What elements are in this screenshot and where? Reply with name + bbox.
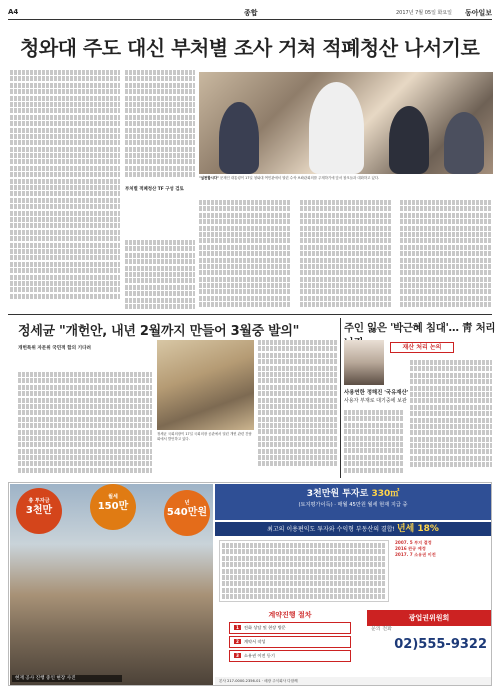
text-line xyxy=(199,289,291,294)
issue-date: 2017년 7월 05일 화요일 xyxy=(395,10,452,16)
text-line xyxy=(125,272,195,277)
story3-tag: 재산 처리 논의 xyxy=(390,342,454,353)
text-line xyxy=(258,366,338,371)
text-line xyxy=(400,264,492,269)
ad-title-b: 330㎡ xyxy=(371,489,400,499)
text-line xyxy=(344,461,404,466)
text-line xyxy=(10,198,120,203)
text-line xyxy=(10,102,120,107)
text-line xyxy=(199,251,291,256)
text-line xyxy=(300,270,392,275)
text-line xyxy=(199,296,291,301)
contract-steps xyxy=(215,610,365,680)
text-line xyxy=(410,373,492,378)
text-line xyxy=(400,302,492,307)
text-line xyxy=(222,543,386,548)
portrait-photo xyxy=(344,340,384,385)
contact-phone[interactable]: 02)555-9322 xyxy=(394,637,487,652)
text-line xyxy=(10,262,120,267)
text-line xyxy=(300,206,392,211)
text-line xyxy=(300,296,392,301)
text-line xyxy=(10,249,120,254)
step-item xyxy=(229,650,351,662)
text-line xyxy=(258,372,338,377)
ad-photo-caption: 현재 공사 진행 중인 현장 사진 xyxy=(12,675,122,682)
text-line xyxy=(18,442,152,447)
text-line xyxy=(258,346,338,351)
text-line xyxy=(125,102,195,107)
text-line xyxy=(10,255,120,260)
text-line xyxy=(10,83,120,88)
text-line xyxy=(125,240,195,245)
text-line xyxy=(222,588,386,593)
text-line xyxy=(258,423,338,428)
text-line xyxy=(410,379,492,384)
text-line xyxy=(400,245,492,250)
step-number: 3 xyxy=(236,653,239,658)
text-line xyxy=(400,258,492,263)
text-line xyxy=(10,275,120,280)
text-line xyxy=(199,258,291,263)
text-line xyxy=(222,556,386,561)
ad-detail-text xyxy=(219,540,389,602)
text-line xyxy=(199,219,291,224)
text-line xyxy=(222,569,386,574)
story2-body-2 xyxy=(258,340,338,468)
text-line xyxy=(125,76,195,81)
main-headline: 청와대 주도 대신 부처별 조사 거쳐 적폐청산 나서기로 xyxy=(20,36,480,60)
text-line xyxy=(258,353,338,358)
text-line xyxy=(400,219,492,224)
text-line xyxy=(258,340,338,345)
photo-caption xyxy=(199,176,493,181)
text-line xyxy=(400,277,492,282)
text-lines xyxy=(10,70,120,299)
text-line xyxy=(125,70,195,75)
ad-circle xyxy=(164,490,210,536)
text-line xyxy=(222,562,386,567)
timeline-item: 2016 완공 예정 xyxy=(395,546,426,551)
text-line xyxy=(10,185,120,190)
text-line xyxy=(125,128,195,133)
text-line xyxy=(258,398,338,403)
text-line xyxy=(125,108,195,113)
text-line xyxy=(300,226,392,231)
text-line xyxy=(18,398,152,403)
story2-headline: 정세균 "개헌안, 내년 2월까지 만들어 3월중 발의" xyxy=(18,324,300,339)
text-line xyxy=(10,134,120,139)
text-line xyxy=(199,226,291,231)
text-lines xyxy=(199,200,291,307)
text-line xyxy=(410,392,492,397)
text-line xyxy=(18,410,152,415)
text-line xyxy=(258,378,338,383)
person-figure xyxy=(309,82,364,174)
text-lines xyxy=(344,410,404,473)
text-line xyxy=(125,134,195,139)
step-number: 2 xyxy=(236,639,239,644)
step-text: 계약서 작성 xyxy=(243,639,266,644)
text-line xyxy=(410,437,492,442)
text-line xyxy=(10,128,120,133)
text-line xyxy=(258,455,338,460)
text-line xyxy=(222,575,386,580)
assembly-photo xyxy=(157,340,254,430)
text-line xyxy=(18,468,152,473)
ad-subtitle: (토지평가이득) · 매월 45만원 월세 현재 지급 중 xyxy=(298,502,408,508)
ad-bar-highlight: 년세 18% xyxy=(396,524,439,534)
text-line xyxy=(18,385,152,390)
section-divider xyxy=(8,314,492,315)
text-line xyxy=(18,404,152,409)
text-line xyxy=(410,360,492,365)
text-line xyxy=(125,140,195,145)
text-line xyxy=(18,436,152,441)
text-line xyxy=(300,251,392,256)
text-line xyxy=(10,153,120,158)
story2-caption: 정세균 국회의장이 17일 국회의장 공관에서 열린 개헌 관련 간담회에서 발언하고 있다. xyxy=(157,432,252,441)
text-line xyxy=(410,430,492,435)
text-line xyxy=(18,391,152,396)
step-text: 소유권 이전 등기 xyxy=(243,653,275,658)
step-text: 전화 상담 및 현장 방문 xyxy=(243,625,286,630)
text-line xyxy=(199,277,291,282)
meeting-photo xyxy=(199,72,493,174)
text-lines xyxy=(300,200,392,307)
text-line xyxy=(18,378,152,383)
text-line xyxy=(344,423,404,428)
ad-construction-photo xyxy=(10,484,213,685)
step-item xyxy=(229,636,351,648)
text-line xyxy=(410,418,492,423)
page-header xyxy=(8,6,492,20)
text-line xyxy=(199,200,291,205)
text-line xyxy=(125,285,195,290)
text-lines xyxy=(125,240,195,309)
ad-circle xyxy=(16,488,62,534)
text-line xyxy=(400,232,492,237)
text-line xyxy=(300,238,392,243)
text-line xyxy=(258,429,338,434)
text-line xyxy=(410,443,492,448)
ad-top-banner xyxy=(215,484,491,520)
text-line xyxy=(10,76,120,81)
text-line xyxy=(199,302,291,307)
steps-title: 계약진행 절차 xyxy=(268,611,312,619)
text-line xyxy=(125,291,195,296)
timeline-item: 2007. 5 부지 결정 xyxy=(395,540,432,545)
text-line xyxy=(10,166,120,171)
text-line xyxy=(10,147,120,152)
text-line xyxy=(125,259,195,264)
text-line xyxy=(10,223,120,228)
text-lines xyxy=(222,543,386,599)
article-column-2 xyxy=(125,70,195,179)
text-line xyxy=(125,147,195,152)
contact-box xyxy=(367,610,491,680)
ad-circle xyxy=(90,484,136,530)
text-line xyxy=(300,232,392,237)
text-line xyxy=(410,424,492,429)
text-lines xyxy=(125,70,195,177)
ad-info-panel xyxy=(215,484,491,685)
text-line xyxy=(10,287,120,292)
text-line xyxy=(18,372,152,377)
text-line xyxy=(400,283,492,288)
text-line xyxy=(10,204,120,209)
text-line xyxy=(10,230,120,235)
ad-bar-text: 최고의 이용편익도 투자와 수익형 부동산의 결합! xyxy=(267,526,395,533)
person-figure xyxy=(389,106,429,174)
article-column-2b xyxy=(125,240,195,310)
text-line xyxy=(344,416,404,421)
story2-lead: 개헌특위 자문위 국민적 합의 기다려 xyxy=(18,346,91,351)
text-line xyxy=(18,417,152,422)
text-line xyxy=(10,294,120,299)
text-line xyxy=(10,179,120,184)
text-line xyxy=(258,385,338,390)
text-line xyxy=(222,549,386,554)
text-line xyxy=(125,166,195,171)
text-line xyxy=(300,289,392,294)
text-line xyxy=(10,96,120,101)
text-line xyxy=(258,404,338,409)
text-line xyxy=(410,398,492,403)
text-line xyxy=(410,405,492,410)
text-line xyxy=(199,270,291,275)
text-line xyxy=(300,219,392,224)
story3-body-2 xyxy=(410,360,492,469)
contact-label: 문의 전화 xyxy=(371,626,392,632)
text-line xyxy=(258,391,338,396)
text-line xyxy=(400,238,492,243)
circle-label: 월세 xyxy=(108,494,118,500)
brand-name: 동아일보 xyxy=(464,9,492,17)
person-figure xyxy=(444,112,484,174)
text-line xyxy=(258,461,338,466)
circle-value: 540만원 xyxy=(166,506,208,518)
text-line xyxy=(10,159,120,164)
contact-title: 광업권위원회 xyxy=(367,610,491,626)
step-number: 1 xyxy=(236,625,239,630)
text-line xyxy=(258,449,338,454)
text-line xyxy=(10,211,120,216)
ad-title xyxy=(215,484,491,501)
text-line xyxy=(300,213,392,218)
text-line xyxy=(258,359,338,364)
person-figure xyxy=(219,102,259,174)
text-line xyxy=(18,455,152,460)
text-line xyxy=(199,283,291,288)
text-line xyxy=(125,153,195,158)
text-line xyxy=(125,246,195,251)
text-line xyxy=(344,455,404,460)
text-line xyxy=(10,281,120,286)
text-line xyxy=(344,410,404,415)
text-line xyxy=(400,289,492,294)
article-column-5 xyxy=(400,200,492,309)
text-line xyxy=(199,232,291,237)
text-line xyxy=(258,410,338,415)
story3-headline: 주인 잃은 '박근혜 침대'… 靑 처리 xyxy=(344,322,496,334)
text-line xyxy=(300,245,392,250)
ad-footer: 본사 217-0000-2356-01 · 매장 주식회사 다함께 xyxy=(215,677,491,685)
text-line xyxy=(410,449,492,454)
circle-label: 총 투자금 xyxy=(28,498,50,504)
text-line xyxy=(10,172,120,177)
caption-title: "실천합시다" xyxy=(199,176,219,180)
text-line xyxy=(125,253,195,258)
step-item xyxy=(229,622,351,634)
text-line xyxy=(410,386,492,391)
sub-heading: 부처별 적폐청산 TF 구성 검토 xyxy=(125,187,184,192)
text-line xyxy=(10,217,120,222)
story3-lead: 사용연한 정해진 '국유재산' xyxy=(344,390,409,396)
story3-body xyxy=(344,410,404,474)
column-divider xyxy=(340,318,341,478)
text-line xyxy=(18,461,152,466)
text-lines xyxy=(258,340,338,466)
text-line xyxy=(410,456,492,461)
text-line xyxy=(400,270,492,275)
text-line xyxy=(10,70,120,75)
text-line xyxy=(125,89,195,94)
article-column-3 xyxy=(199,200,291,309)
text-line xyxy=(344,448,404,453)
circle-value: 3천만 xyxy=(25,504,53,516)
text-line xyxy=(258,417,338,422)
text-line xyxy=(222,581,386,586)
text-line xyxy=(300,264,392,269)
text-line xyxy=(10,108,120,113)
text-line xyxy=(344,436,404,441)
text-line xyxy=(125,266,195,271)
text-lines xyxy=(410,360,492,467)
ad-title-a: 3천만원 투자로 xyxy=(306,489,369,499)
story3-lead-sub: 사용자 부재로 대기중에 보관 xyxy=(344,398,407,404)
text-line xyxy=(125,83,195,88)
text-lines xyxy=(400,200,492,307)
text-line xyxy=(344,468,404,473)
text-line xyxy=(410,366,492,371)
text-line xyxy=(199,264,291,269)
text-line xyxy=(125,159,195,164)
text-line xyxy=(400,206,492,211)
text-line xyxy=(125,121,195,126)
text-line xyxy=(18,449,152,454)
text-line xyxy=(18,423,152,428)
text-lines xyxy=(18,372,152,473)
text-line xyxy=(300,258,392,263)
text-line xyxy=(410,411,492,416)
timeline-item: 2017. 7 소유권 이전 xyxy=(395,552,436,557)
text-line xyxy=(125,96,195,101)
text-line xyxy=(199,213,291,218)
text-line xyxy=(344,429,404,434)
text-line xyxy=(10,140,120,145)
text-line xyxy=(125,172,195,177)
text-line xyxy=(410,462,492,467)
caption-text: 문재인 대통령이 17일 청와대 여민관에서 열린 수석·보좌관회의를 주재하기에 앞서 참모들과 대화하고 있다. xyxy=(220,176,380,180)
text-line xyxy=(10,268,120,273)
text-line xyxy=(400,200,492,205)
ad-details xyxy=(215,538,491,608)
ad-yield-bar xyxy=(215,522,491,536)
text-line xyxy=(125,278,195,283)
article-column-4 xyxy=(300,200,392,309)
text-line xyxy=(400,296,492,301)
circle-label: 년 xyxy=(184,500,190,506)
text-line xyxy=(400,251,492,256)
text-line xyxy=(300,277,392,282)
circle-value: 150만 xyxy=(97,500,129,512)
story2-body xyxy=(18,372,152,474)
text-line xyxy=(125,304,195,309)
text-line xyxy=(199,206,291,211)
text-line xyxy=(10,121,120,126)
text-line xyxy=(10,191,120,196)
page-number: A4 xyxy=(8,8,19,16)
real-estate-ad xyxy=(8,482,492,686)
text-line xyxy=(300,200,392,205)
text-line xyxy=(199,238,291,243)
text-line xyxy=(199,245,291,250)
text-line xyxy=(125,115,195,120)
text-line xyxy=(10,89,120,94)
text-line xyxy=(125,298,195,303)
text-line xyxy=(400,213,492,218)
ad-timeline xyxy=(395,540,487,558)
text-line xyxy=(10,236,120,241)
text-line xyxy=(300,302,392,307)
text-line xyxy=(10,115,120,120)
text-line xyxy=(400,226,492,231)
text-line xyxy=(258,436,338,441)
text-line xyxy=(10,243,120,248)
text-line xyxy=(300,283,392,288)
section-label: 종합 xyxy=(244,9,258,17)
text-line xyxy=(258,442,338,447)
text-line xyxy=(18,430,152,435)
article-column-1 xyxy=(10,70,120,300)
text-line xyxy=(222,594,386,599)
text-line xyxy=(344,442,404,447)
